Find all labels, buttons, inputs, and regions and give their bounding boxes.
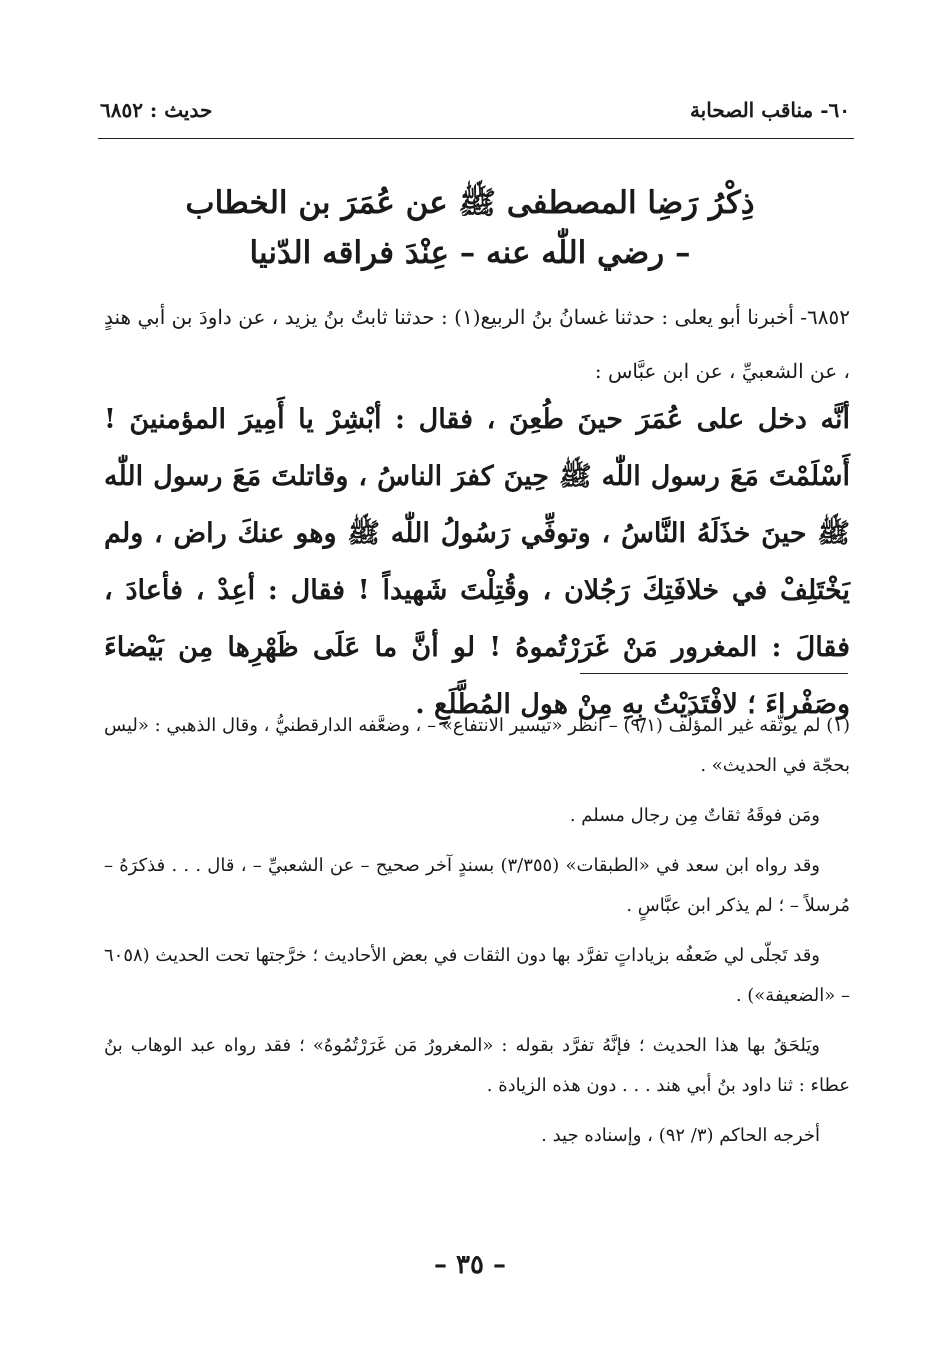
footnote-paragraph: ومَن فوقَهُ ثقاتٌ مِن رجال مسلم . bbox=[569, 805, 820, 826]
hadith-text: أنَّه دخل على عُمَرَ حينَ طُعِنَ ، فقال : أبْشِرْ يا أَمِيرَ المؤمنينَ ! أَسْلَمْتَ مَعَ رسول اللّٰه ﷺ حِينَ كفرَ الناسُ ، وقاتلتَ مَعَ رسول اللّٰه ﷺ حينَ خذَلَهُ النَّاسُ ، وتوفِّي رَسُولُ اللّٰه ﷺ وهو عنكَ راض ، ولم يَخْتَلِفْ في خلافَتِكَ رَجُلان ، وقُتِلْتَ شَهيداً ! فقال : أعِدْ ، فأعادَ ، فقالَ : المغرور مَنْ غَرَرْتُموهُ ! لو أنَّ ما عَلَى ظَهْرِها مِن بَيْضاءَ وصَفْراءَ ؛ لافْتَدَيْتُ بِهِ مِنْ هول المُطَّلَعِ . bbox=[104, 404, 850, 720]
footnote-paragraph: أخرجه الحاكم (٣/ ٩٢) ، وإسناده جيد . bbox=[541, 1125, 820, 1146]
chapter-heading: ٦٠- مناقب الصحابة bbox=[689, 98, 850, 122]
footnote-paragraph: ويَلحَقُ بها هذا الحديث ؛ فإنَّهُ تفرَّد بقوله : «المغرورُ مَن غَرَرْتُمُوهُ» ؛ فقد رواه عبد الوهاب بنُ عطاء : ثنا داود بنُ أبي هند . . . دون هذه الزيادة . bbox=[104, 1035, 850, 1096]
footnote-rule bbox=[580, 673, 848, 674]
footnotes bbox=[104, 706, 850, 1166]
section-title-line-2: – رضي اللّٰه عنه – عِنْدَ فراقه الدّنيا bbox=[249, 235, 691, 271]
header-rule bbox=[98, 138, 854, 139]
footnote-paragraph: وقد رواه ابن سعد في «الطبقات» (٣/٣٥٥) بسندٍ آخر صحيح – عن الشعبيِّ – ، قال . . . فذكرَهُ – مُرسلاً – ؛ لم يذكر ابن عبَّاسٍ . bbox=[104, 855, 850, 916]
footnote-paragraph: (١) لم يوثّقه غير المؤلّف (٩/١) – انظر «تيسير الانتفاع» – ، وضعَّفه الدارقطنيُّ ، وقال الذهبي : «ليس بحجّة في الحديث» . bbox=[104, 715, 850, 776]
section-title-line-1: ذِكْرُ رَضِا المصطفى ﷺ عن عُمَرَ بن الخطاب bbox=[185, 185, 755, 221]
page-number: – ٣٥ – bbox=[433, 1250, 507, 1280]
isnad-paragraph: ٦٨٥٢- أخبرنا أبو يعلى : حدثنا غسانُ بنُ الربيع(١) : حدثنا ثابتُ بنُ يزيد ، عن داودَ بن أبي هندٍ ، عن الشعبيِّ ، عن ابن عبَّاس : bbox=[104, 305, 850, 383]
footnote-paragraph: وقد تَجلّى لي ضَعفُه بزياداتٍ تفرَّد بها دون الثقات في بعض الأحاديث ؛ خرَّجتها تحت الحديث (٦٠٥٨ – «الضعيفة») . bbox=[103, 945, 850, 1006]
hadith-reference: حديث : ٦٨٥٢ bbox=[100, 98, 213, 122]
